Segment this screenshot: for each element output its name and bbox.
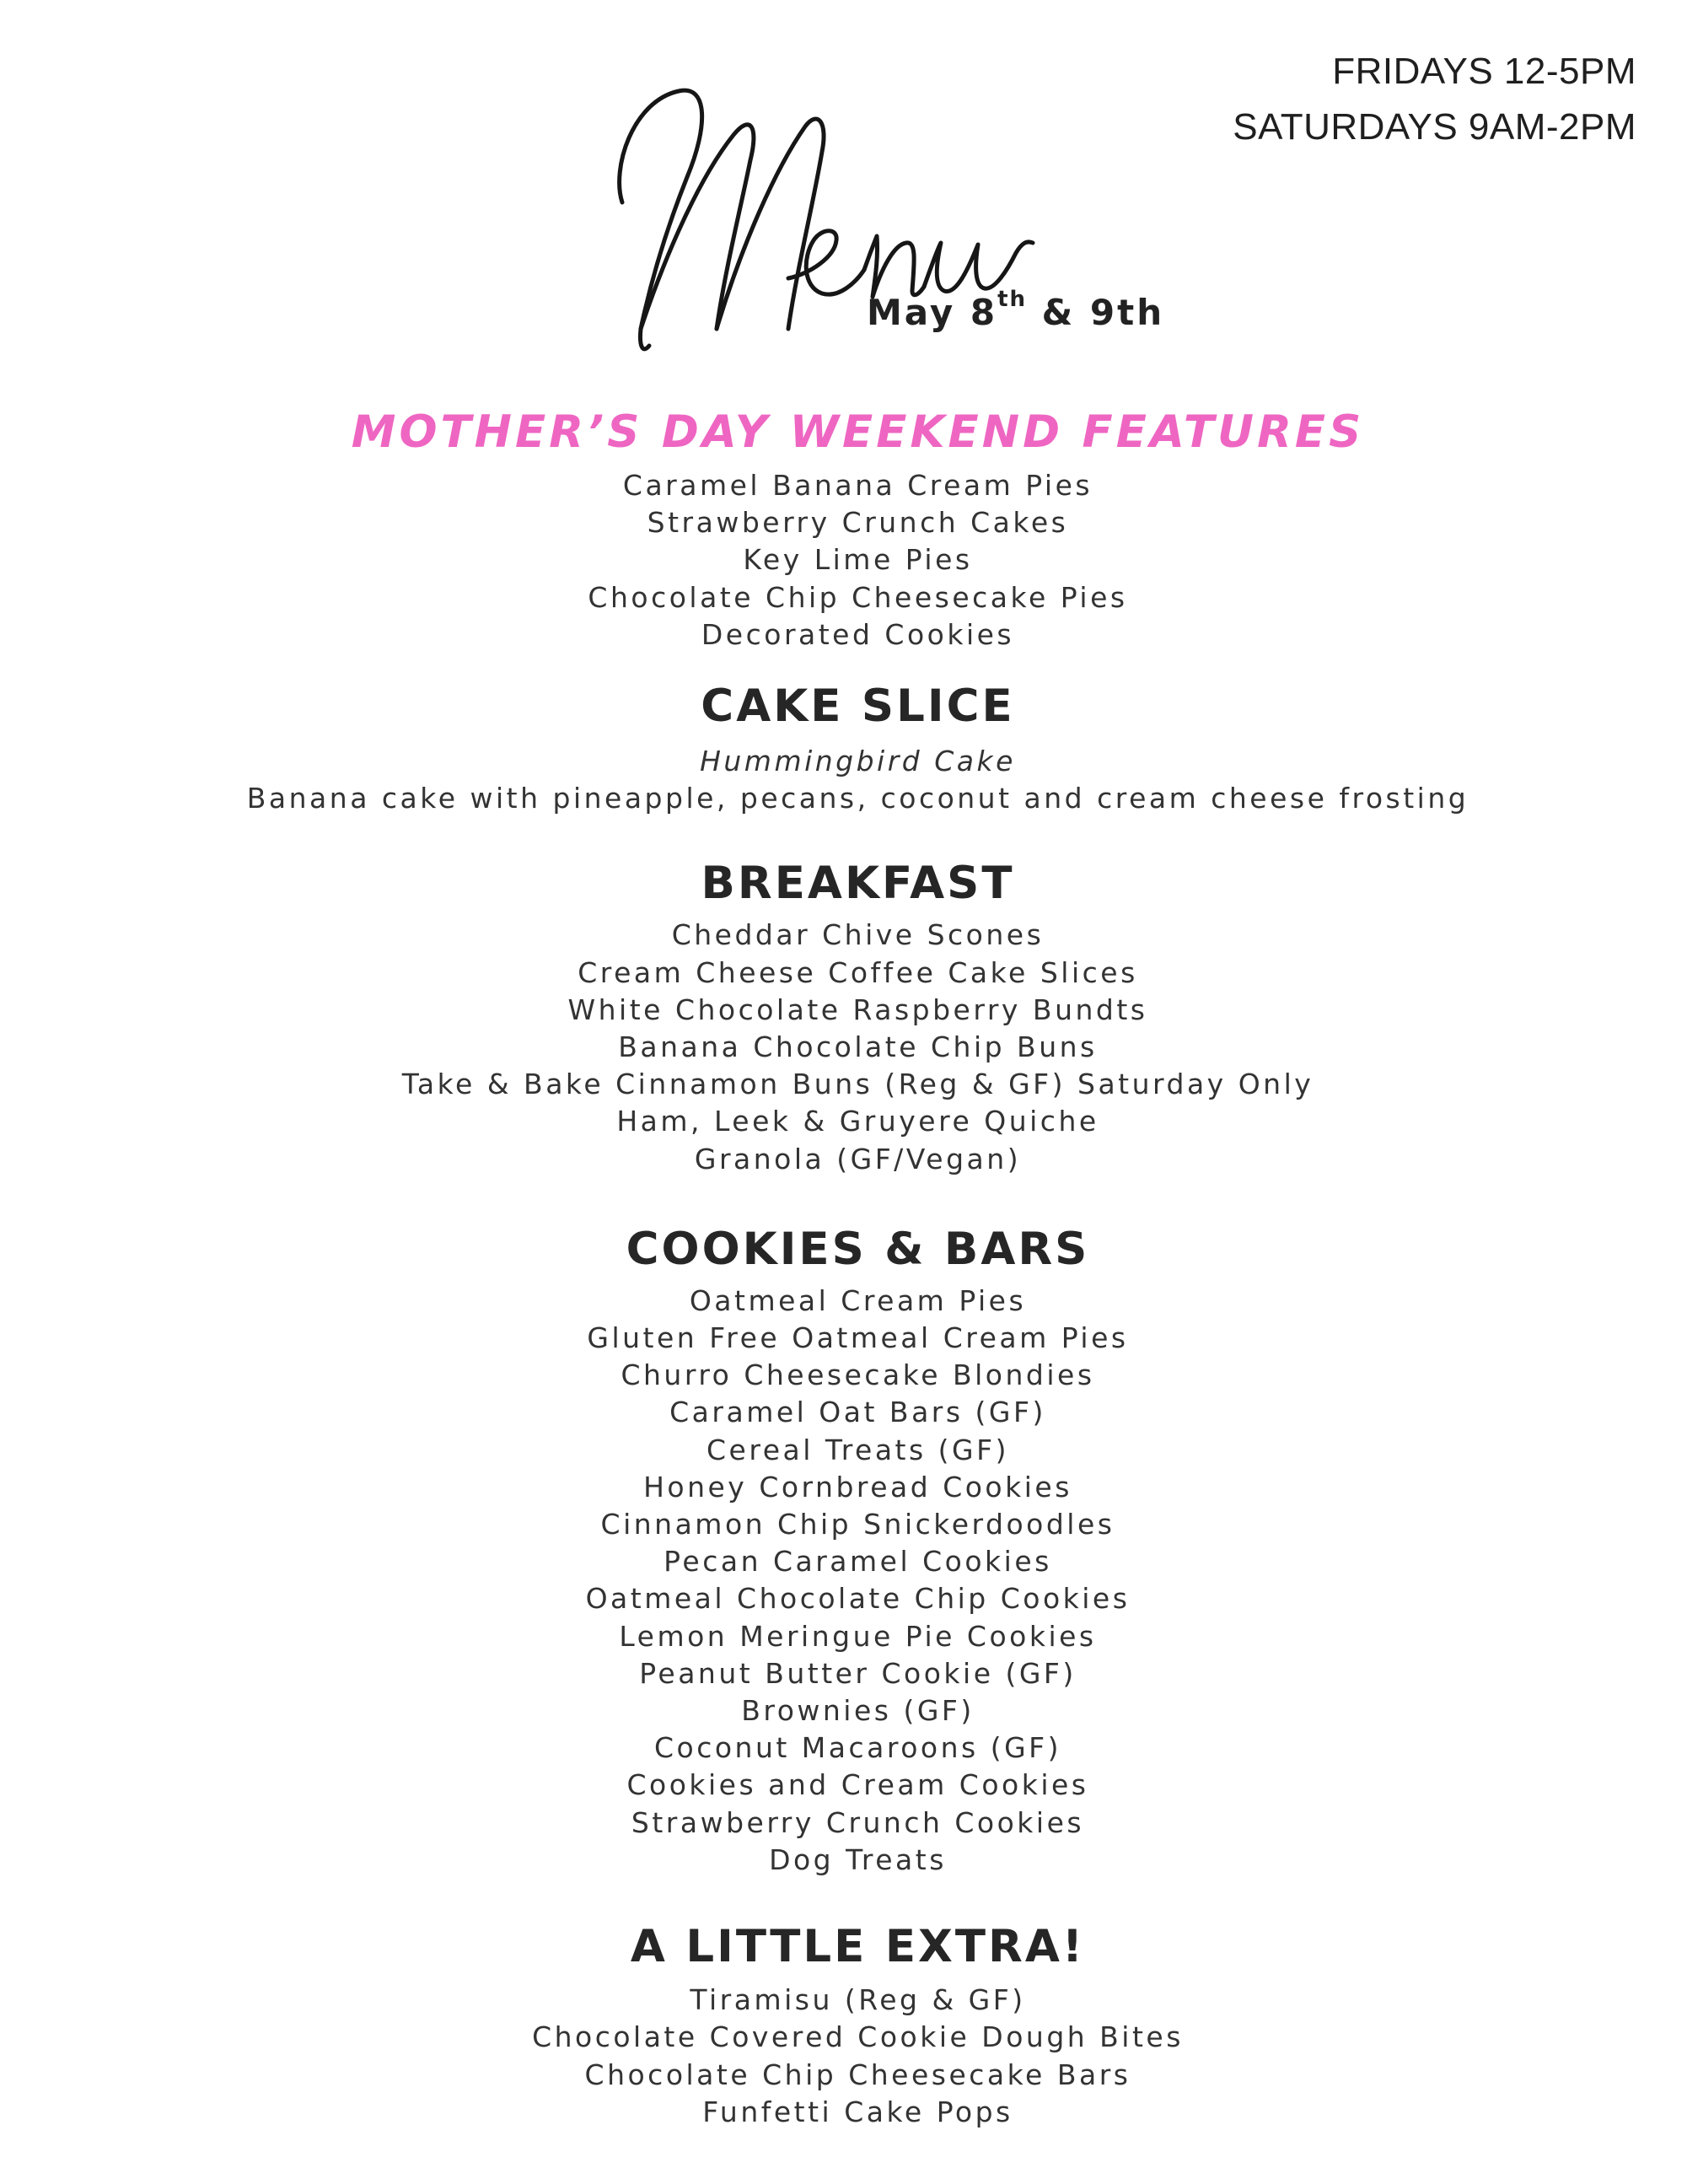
menu-date-rest: & 9th	[1027, 292, 1165, 333]
cake-name: Hummingbird Cake	[700, 745, 1016, 778]
list-item: Cookies and Cream Cookies	[626, 1768, 1089, 1802]
list-item: Cream Cheese Coffee Cake Slices	[578, 955, 1138, 989]
list-item: Key Lime Pies	[743, 543, 973, 577]
list-item: Chocolate Chip Cheesecake Pies	[588, 580, 1128, 614]
section-cookies-bars	[14, 1220, 1687, 1879]
list-item: Cinnamon Chip Snickerdoodles	[600, 1508, 1115, 1541]
section-mothers-day-features	[14, 403, 1687, 654]
list-item: Pecan Caramel Cookies	[664, 1545, 1052, 1579]
list-item: Decorated Cookies	[701, 617, 1015, 651]
section-a-little-extra	[14, 1918, 1687, 2131]
list-item: Funfetti Cake Pops	[702, 2095, 1013, 2128]
section-breakfast	[14, 854, 1687, 1177]
menu-date	[867, 287, 1164, 333]
cake-description: Banana cake with pineapple, pecans, coconut and cream cheese frosting	[246, 782, 1469, 815]
list-item: Oatmeal Chocolate Chip Cookies	[585, 1582, 1131, 1616]
section-heading: COOKIES & BARS	[626, 1223, 1090, 1275]
list-item: Lemon Meringue Pie Cookies	[619, 1619, 1097, 1653]
menu-content	[0, 403, 1687, 2131]
item-list	[14, 1283, 1687, 1879]
list-item: Tiramisu (Reg & GF)	[690, 1983, 1026, 2017]
menu-date-prefix: May 8	[867, 292, 998, 333]
section-heading: CAKE SLICE	[701, 680, 1015, 733]
list-item: Chocolate Covered Cookie Dough Bites	[532, 2020, 1184, 2054]
list-item: Caramel Banana Cream Pies	[622, 469, 1093, 502]
section-heading: BREAKFAST	[701, 858, 1015, 910]
list-item: Banana Chocolate Chip Buns	[618, 1030, 1098, 1064]
opening-hours	[1233, 44, 1636, 155]
list-item: Gluten Free Oatmeal Cream Pies	[587, 1321, 1129, 1355]
menu-date-ordinal: th	[997, 287, 1028, 312]
hours-saturday: SATURDAYS 9AM-2PM	[1233, 106, 1636, 148]
item-list	[14, 467, 1687, 654]
list-item: Caramel Oat Bars (GF)	[669, 1396, 1046, 1429]
list-item: Granola (GF/Vegan)	[694, 1142, 1022, 1175]
list-item: Take & Bake Cinnamon Buns (Reg & GF) Saturday Only	[401, 1068, 1314, 1101]
list-item: Strawberry Crunch Cakes	[647, 506, 1069, 540]
list-item: Peanut Butter Cookie (GF)	[639, 1656, 1077, 1690]
list-item: Cheddar Chive Scones	[671, 918, 1045, 952]
item-list	[14, 917, 1687, 1177]
section-heading: MOTHER’S DAY WEEKEND FEATURES	[351, 406, 1365, 458]
list-item: Oatmeal Cream Pies	[689, 1283, 1027, 1317]
list-item: Ham, Leek & Gruyere Quiche	[616, 1105, 1099, 1138]
section-cake-slice	[14, 677, 1687, 817]
item-list	[14, 1982, 1687, 2131]
list-item: White Chocolate Raspberry Bundts	[567, 992, 1148, 1026]
list-item: Dog Treats	[769, 1842, 947, 1876]
list-item: Cereal Treats (GF)	[706, 1433, 1009, 1466]
menu-content-inner	[14, 403, 1687, 2131]
list-item: Strawberry Crunch Cookies	[631, 1805, 1085, 1839]
item-list	[14, 743, 1687, 817]
list-item: Chocolate Chip Cheesecake Bars	[584, 2058, 1131, 2091]
section-heading: A LITTLE EXTRA!	[630, 1921, 1086, 1973]
list-item: Honey Cornbread Cookies	[643, 1470, 1072, 1504]
list-item: Brownies (GF)	[741, 1694, 975, 1728]
list-item: Churro Cheesecake Blondies	[621, 1358, 1095, 1392]
list-item: Coconut Macaroons (GF)	[653, 1731, 1061, 1765]
hours-friday: FRIDAYS 12-5PM	[1332, 51, 1636, 92]
